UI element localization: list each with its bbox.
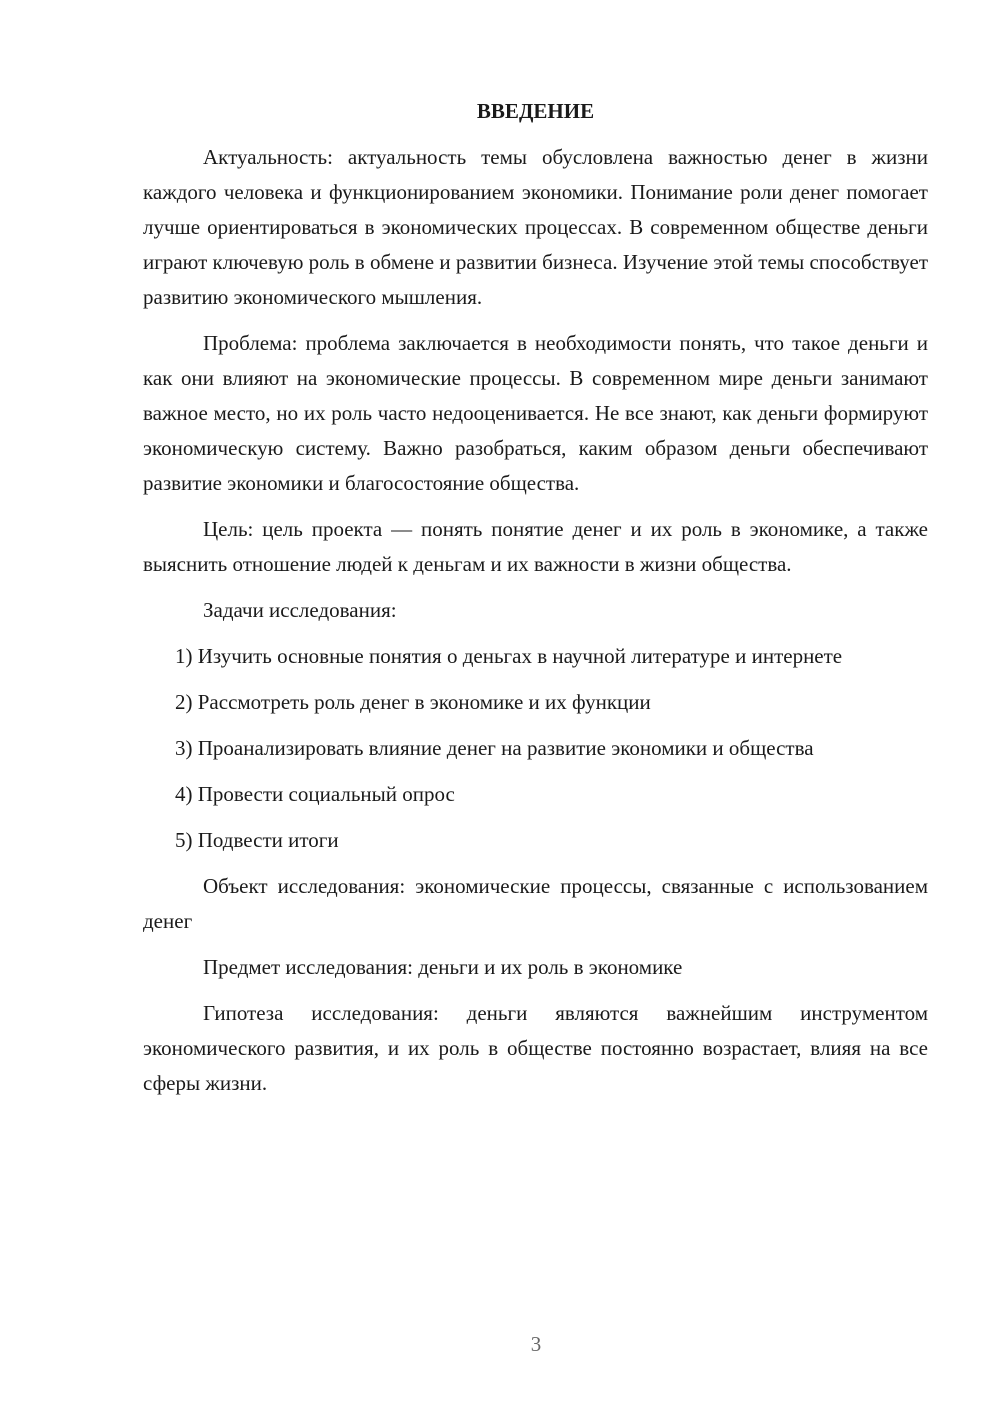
- problem-paragraph: Проблема: проблема заключается в необходимости понять, что такое деньги и как они влияют на экономические процессы. В современном мире деньги занимают важное место, но их роль часто недооценивается. Не все знают, как деньги формируют экономическую систему. Важно разобраться, каким образом деньги обеспечивают развитие экономики и благосостояние общества.: [143, 331, 928, 495]
- goal-paragraph: Цель: цель проекта — понять понятие денег и их роль в экономике, а также выяснить отношение людей к деньгам и их важности в жизни общества.: [143, 517, 928, 576]
- research-subject-paragraph: Предмет исследования: деньги и их роль в экономике: [203, 955, 683, 979]
- task-item-4: 4) Провести социальный опрос: [175, 782, 455, 806]
- task-item-1: 1) Изучить основные понятия о деньгах в научной литературе и интернете: [175, 644, 843, 668]
- tasks-heading: Задачи исследования:: [203, 598, 397, 622]
- research-object-paragraph: Объект исследования: экономические процессы, связанные с использованием денег: [143, 874, 928, 933]
- relevance-paragraph: Актуальность: актуальность темы обусловлена важностью денег в жизни каждого человека и функционированием экономики. Понимание роли денег помогает лучше ориентироваться в экономических процессах. В современном обществе деньги играют ключевую роль в обмене и развитии бизнеса. Изучение этой темы способствует развитию экономического мышления.: [143, 145, 928, 309]
- task-item-5: 5) Подвести итоги: [175, 828, 339, 852]
- section-title: ВВЕДЕНИЕ: [476, 99, 595, 123]
- task-item-3: 3) Проанализировать влияние денег на развитие экономики и общества: [175, 736, 814, 760]
- research-hypothesis-paragraph: Гипотеза исследования: деньги являются важнейшим инструментом экономического развития, и их роль в обществе постоянно возрастает, влияя на все сферы жизни.: [143, 1001, 928, 1095]
- page-number: 3: [530, 1332, 542, 1356]
- task-item-2: 2) Рассмотреть роль денег в экономике и их функции: [175, 690, 651, 714]
- page-content: [143, 94, 928, 1112]
